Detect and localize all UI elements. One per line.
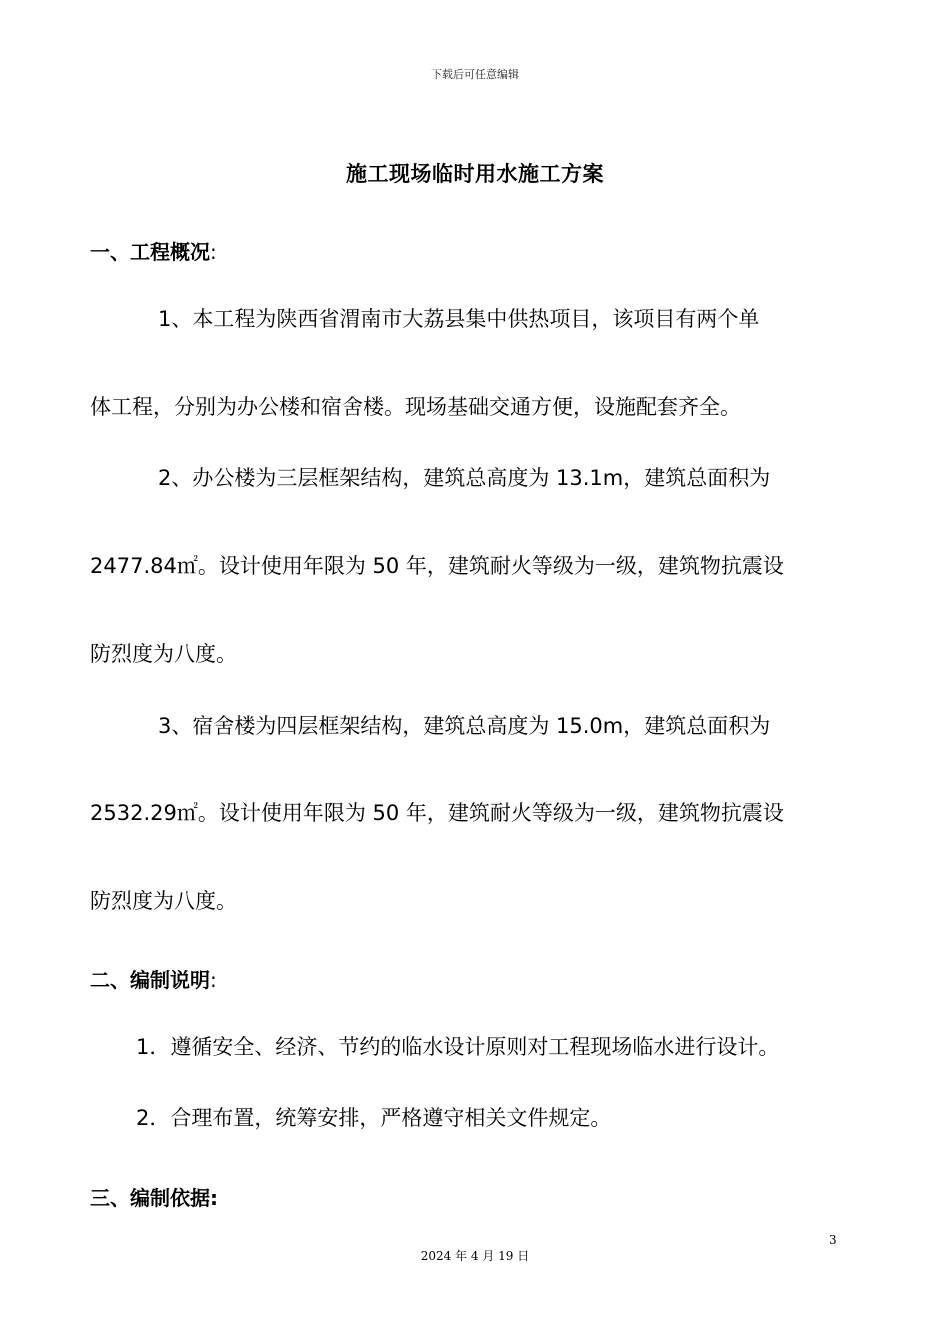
section-heading-overview: [90, 236, 217, 265]
section-heading-colon: :: [210, 240, 217, 264]
paragraph-line: 2532.29㎡。设计使用年限为 50 年，建筑耐火等级为一级，建筑物抗震设: [90, 801, 784, 825]
header-note: 下载后可任意编辑: [431, 68, 519, 81]
footer-date: 2024 年 4 月 19 日: [420, 1249, 530, 1263]
paragraph-line: 1、本工程为陕西省渭南市大荔县集中供热项目，该项目有两个单: [158, 307, 760, 331]
section-heading-text: 二、编制说明: [90, 968, 210, 992]
section-heading-text: 一、工程概况: [90, 240, 210, 264]
paragraph-line: 体工程，分别为办公楼和宿舍楼。现场基础交通方便，设施配套齐全。: [90, 395, 741, 419]
paragraph-line: 2477.84㎡。设计使用年限为 50 年，建筑耐火等级为一级，建筑物抗震设: [90, 554, 784, 578]
document-title: 施工现场临时用水施工方案: [346, 162, 604, 186]
paragraph-line: 2、办公楼为三层框架结构，建筑总高度为 13.1m，建筑总面积为: [158, 466, 771, 490]
paragraph-line: 3、宿舍楼为四层框架结构，建筑总高度为 15.0m，建筑总面积为: [158, 714, 771, 738]
section-heading-text: 三、编制依据: [90, 1186, 210, 1210]
section-heading-colon: :: [210, 968, 217, 992]
section-heading-notes: [90, 964, 217, 993]
section-heading-colon: :: [210, 1186, 218, 1210]
paragraph-line: 防烈度为八度。: [90, 642, 237, 666]
page-number: 3: [829, 1233, 837, 1247]
paragraph-line: 2．合理布置，统筹安排，严格遵守相关文件规定。: [136, 1106, 612, 1130]
paragraph-line: 1．遵循安全、经济、节约的临水设计原则对工程现场临水进行设计。: [136, 1035, 780, 1059]
section-heading-basis: [90, 1182, 218, 1211]
paragraph-line: 防烈度为八度。: [90, 889, 237, 913]
